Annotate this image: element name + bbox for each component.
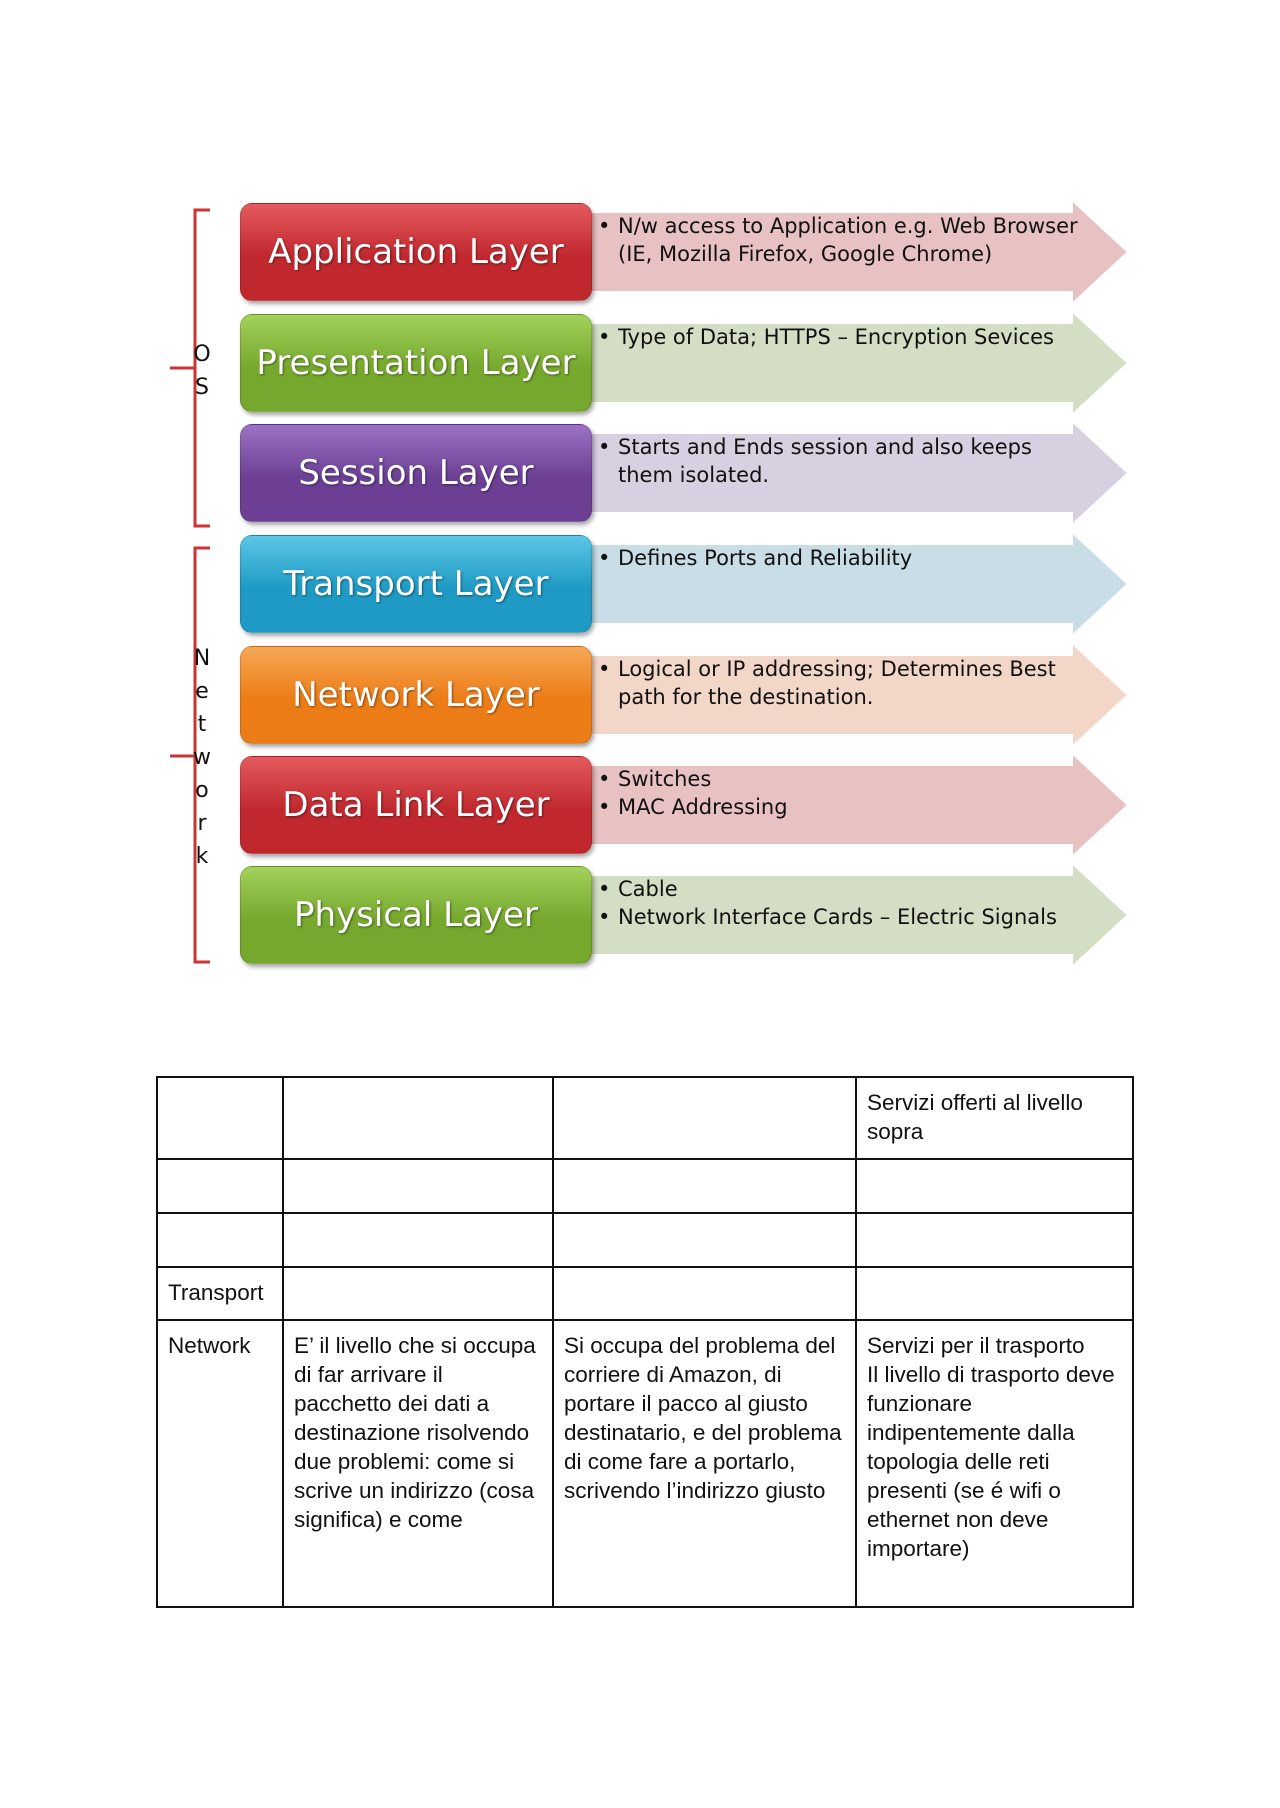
table-cell: Network <box>157 1320 283 1607</box>
table-row <box>157 1159 1133 1213</box>
layer-title: Network Layer <box>292 675 540 715</box>
layer-row <box>240 863 1130 967</box>
layer-bullet: • Network Interface Cards – Electric Signals <box>598 903 1088 931</box>
table-cell <box>283 1267 553 1320</box>
table-cell <box>553 1213 856 1267</box>
layer-bullet: • Cable <box>598 875 1088 903</box>
layer-bullets <box>598 544 1088 572</box>
layer-title: Data Link Layer <box>282 785 550 825</box>
layer-title-box <box>240 314 592 412</box>
table-cell <box>283 1213 553 1267</box>
table-cell: Servizi offerti al livello sopra <box>856 1077 1133 1159</box>
os-bracket-letter: O <box>193 342 211 367</box>
layer-bullets <box>598 212 1088 268</box>
network-bracket-letter: o <box>195 778 209 803</box>
network-bracket-letter: t <box>197 712 207 737</box>
layer-bullets <box>598 875 1088 931</box>
layer-row <box>240 311 1130 415</box>
layer-title-box <box>240 203 592 301</box>
layer-title: Presentation Layer <box>256 343 576 383</box>
layer-bullet: • N/w access to Application e.g. Web Browser (IE, Mozilla Firefox, Google Chrome) <box>598 212 1088 268</box>
network-bracket-letter: e <box>195 679 209 704</box>
layer-table <box>156 1076 1134 1608</box>
table-row <box>157 1213 1133 1267</box>
table-cell <box>553 1159 856 1213</box>
layer-bullets <box>598 433 1088 489</box>
table-row <box>157 1267 1133 1320</box>
table-cell <box>283 1159 553 1213</box>
table-cell: Servizi per il trasporto Il livello di trasporto deve funzionare indipentemente dalla topologia delle reti presenti (se é wifi o ethernet non deve importare) <box>856 1320 1133 1607</box>
layer-title: Application Layer <box>268 232 564 272</box>
table-row <box>157 1320 1133 1607</box>
layer-bullet: • Logical or IP addressing; Determines Best path for the destination. <box>598 655 1088 711</box>
table-cell <box>157 1213 283 1267</box>
os-bracket-letter: S <box>195 375 209 400</box>
layer-title: Session Layer <box>298 453 534 493</box>
layer-row <box>240 200 1130 304</box>
layer-bullets <box>598 765 1088 821</box>
table-cell <box>553 1267 856 1320</box>
layer-row <box>240 753 1130 857</box>
table-cell: E’ il livello che si occupa di far arrivare il pacchetto dei dati a destinazione risolvendo due problemi: come si scrive un indirizzo (cosa significa) e come <box>283 1320 553 1607</box>
layer-bullet: • Defines Ports and Reliability <box>598 544 1088 572</box>
table-cell <box>553 1077 856 1159</box>
table-row <box>157 1077 1133 1159</box>
layer-title-box <box>240 866 592 964</box>
layer-title: Transport Layer <box>283 564 549 604</box>
network-bracket-letter: N <box>193 646 211 671</box>
layer-title-box <box>240 424 592 522</box>
layer-bullet: • Starts and Ends session and also keeps them isolated. <box>598 433 1088 489</box>
table-cell <box>856 1159 1133 1213</box>
layer-bullets <box>598 323 1088 351</box>
table-cell <box>157 1077 283 1159</box>
table-cell <box>283 1077 553 1159</box>
layer-title-box <box>240 535 592 633</box>
layer-row <box>240 643 1130 747</box>
network-bracket-letter: r <box>197 811 207 836</box>
services-table <box>156 1076 1134 1608</box>
layer-bullet: • Type of Data; HTTPS – Encryption Sevices <box>598 323 1088 351</box>
table-cell: Transport <box>157 1267 283 1320</box>
layer-title: Physical Layer <box>294 895 538 935</box>
table-cell: Si occupa del problema del corriere di Amazon, di portare il pacco al giusto destinatario, e del problema di come fare a portarlo, scrivendo l’indirizzo giusto <box>553 1320 856 1607</box>
layer-bullet: • Switches <box>598 765 1088 793</box>
table-cell <box>157 1159 283 1213</box>
table-cell <box>856 1267 1133 1320</box>
layer-bullets <box>598 655 1088 711</box>
table-cell <box>856 1213 1133 1267</box>
layer-title-box <box>240 756 592 854</box>
layer-bullet: • MAC Addressing <box>598 793 1088 821</box>
network-bracket-letter: k <box>195 844 209 869</box>
layer-title-box <box>240 646 592 744</box>
layer-row <box>240 532 1130 636</box>
network-bracket-letter: w <box>193 745 211 770</box>
layer-row <box>240 421 1130 525</box>
